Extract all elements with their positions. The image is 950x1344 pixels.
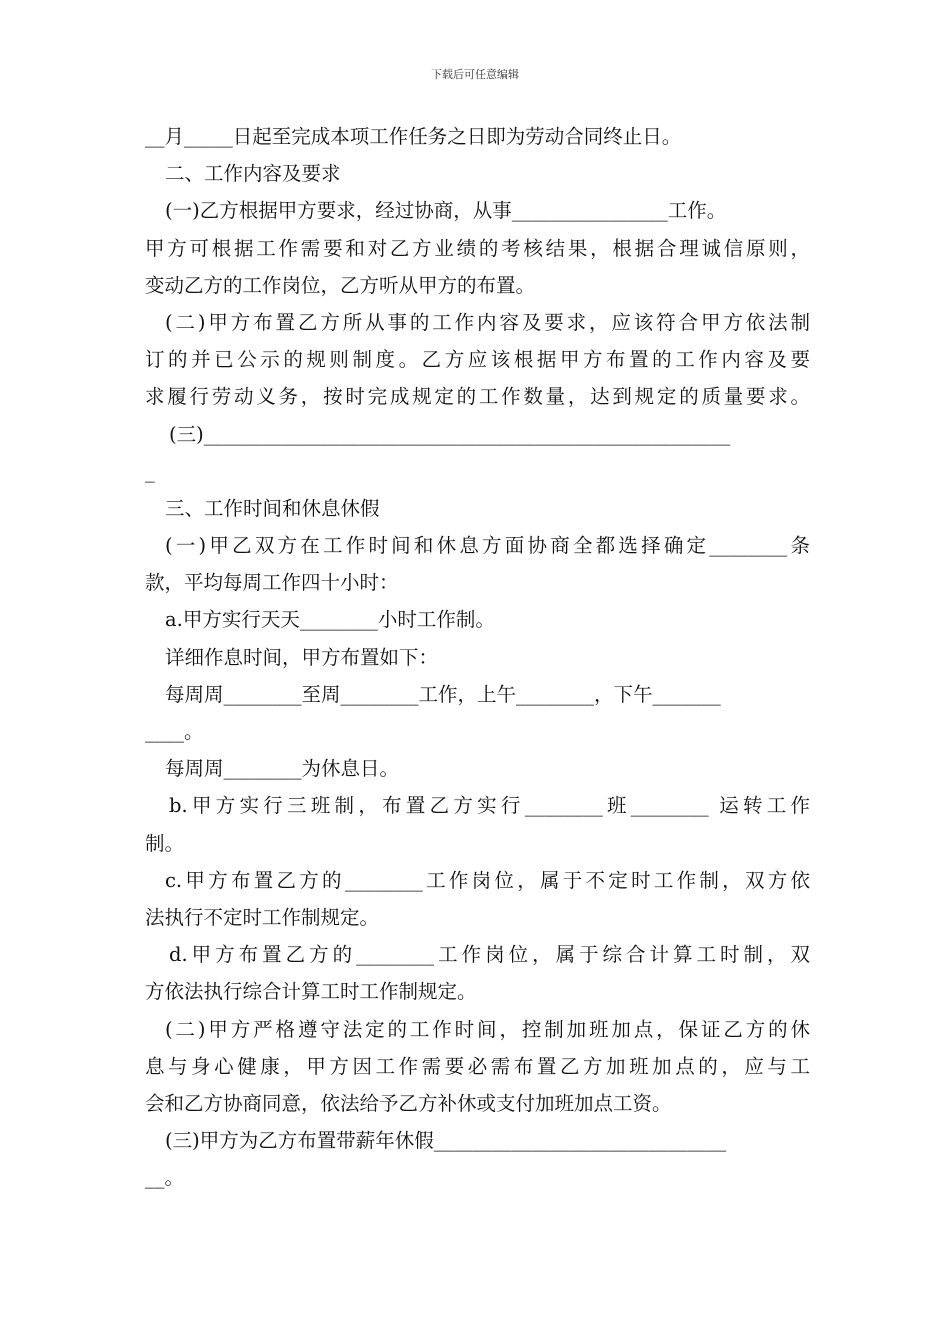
text-line: 甲方可根据工作需要和对乙方业绩的考核结果，根据合理诚信原则， bbox=[145, 236, 810, 260]
document-body bbox=[145, 118, 810, 1196]
text-line: 息与身心健康，甲方因工作需要必需布置乙方加班加点的，应与工 bbox=[145, 1054, 810, 1078]
text-line: 每周周________至周________工作，上午________，下午_______ bbox=[165, 682, 721, 706]
text-line: 详细作息时间，甲方布置如下： bbox=[165, 645, 439, 669]
text-line: 法执行不定时工作制规定。 bbox=[145, 905, 380, 929]
text-line: (一)甲乙双方在工作时间和休息方面协商全都选择确定________条 bbox=[165, 534, 810, 558]
text-line: __月_____日起至完成本项工作任务之日即为劳动合同终止日。 bbox=[145, 125, 682, 148]
text-line: 变动乙方的工作岗位，乙方听从甲方的布置。 bbox=[145, 273, 536, 297]
text-line: a.甲方实行天天________小时工作制。 bbox=[165, 608, 495, 632]
text-line: (三)甲方为乙方布置带薪年休假______________________________ bbox=[165, 1129, 727, 1153]
text-line: b.甲方实行三班制，布置乙方实行________班________ 运转工作 bbox=[169, 794, 810, 818]
text-line: (一)乙方根据甲方要求，经过协商，从事________________工作。 bbox=[165, 199, 727, 223]
text-line: 方依法执行综合计算工时工作制规定。 bbox=[145, 980, 477, 1004]
text-line: 制。 bbox=[145, 831, 185, 855]
text-line: c.甲方布置乙方的________工作岗位，属于不定时工作制，双方依 bbox=[165, 868, 810, 892]
text-line: ____。 bbox=[145, 720, 204, 743]
text-line: 订的并已公示的规则制度。乙方应该根据甲方布置的工作内容及要 bbox=[145, 348, 810, 372]
text-line: (三)______________________________________________________ bbox=[169, 422, 731, 446]
text-line: 求履行劳动义务，按时完成规定的工作数量，达到规定的质量要求。 bbox=[145, 385, 810, 409]
text-line: 每周周________为休息日。 bbox=[165, 757, 400, 781]
page-header: 下载后可任意编辑 bbox=[431, 68, 519, 81]
text-line: d.甲方布置乙方的________工作岗位，属于综合计算工时制，双 bbox=[169, 943, 810, 967]
text-line: (二)甲方严格遵守法定的工作时间，控制加班加点，保证乙方的休 bbox=[165, 1017, 810, 1041]
text-line: 二、工作内容及要求 bbox=[165, 162, 341, 186]
text-line: 会和乙方协商同意，依法给予乙方补休或支付加班加点工资。 bbox=[145, 1091, 672, 1115]
text-line: 三、工作时间和休息休假 bbox=[165, 496, 380, 520]
text-line: __。 bbox=[145, 1166, 185, 1190]
text-line: (二)甲方布置乙方所从事的工作内容及要求，应该符合甲方依法制 bbox=[165, 310, 810, 334]
text-line: _ bbox=[145, 459, 155, 483]
text-line: 款，平均每周工作四十小时： bbox=[145, 571, 399, 595]
